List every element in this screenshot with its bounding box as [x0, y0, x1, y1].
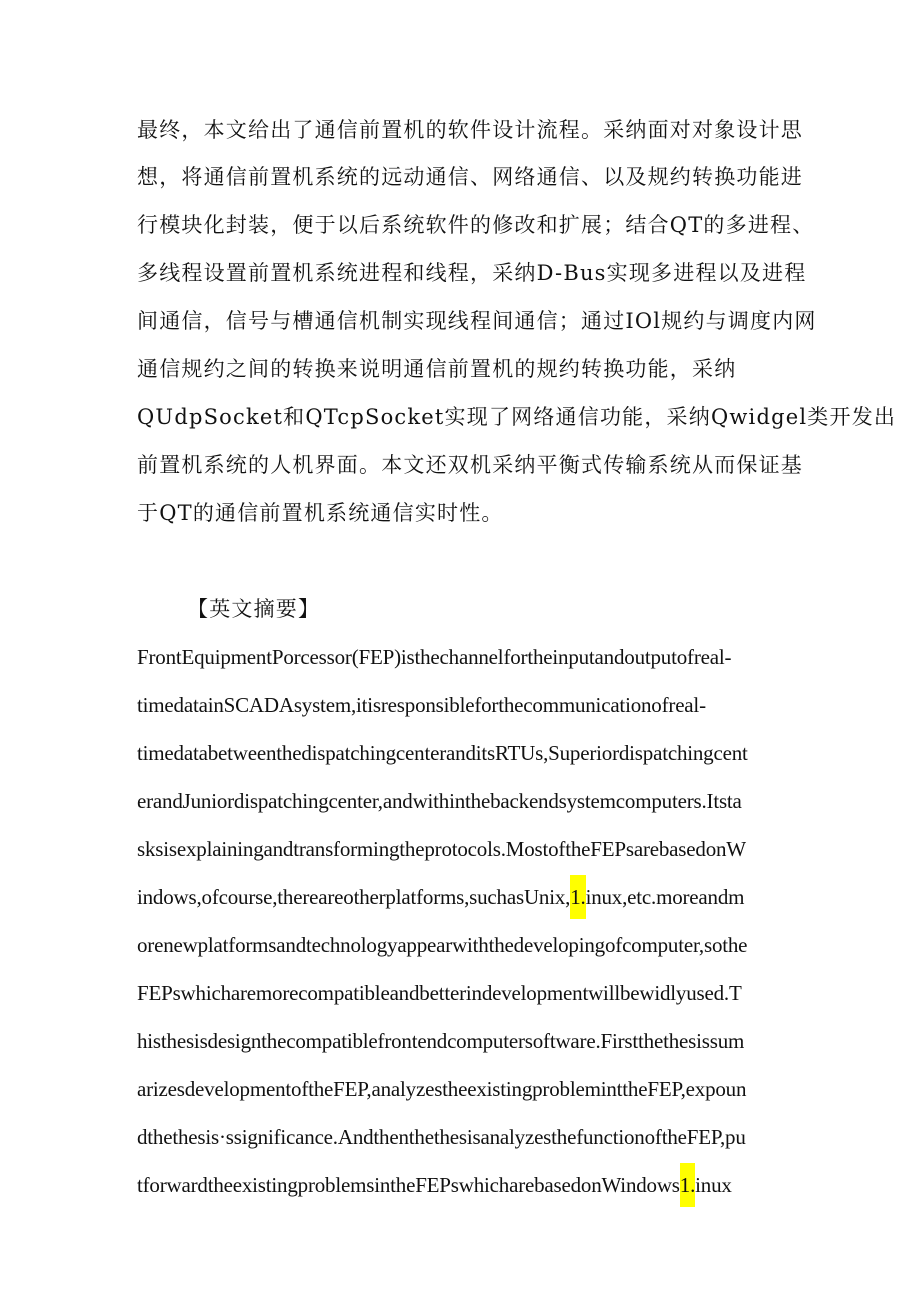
english-abstract-line-5: sksisexplainingandtransformingtheprotocols.MostoftheFEPsarebasedonW: [137, 837, 746, 861]
english-abstract-line-2: timedatainSCADAsystem,itisresponsibleforthecommunicationofreal-: [137, 693, 706, 717]
chinese-abstract-line-6: 通信规约之间的转换来说明通信前置机的规约转换功能，采纳: [137, 357, 737, 381]
english-abstract-line-8: FEPswhicharemorecompatibleandbetterindevelopmentwillbewidlyused.T: [137, 981, 742, 1005]
highlighted-ocr-fragment: 1.: [680, 1163, 695, 1207]
english-abstract-line-12-text-b: inux: [695, 1173, 732, 1197]
chinese-abstract-line-2: 想，将通信前置机系统的远动通信、网络通信、以及规约转换功能进: [137, 165, 803, 189]
english-abstract-line-3: timedatabetweenthedispatchingcenteranditsRTUs,Superiordispatchingcent: [137, 741, 748, 765]
highlighted-ocr-fragment: 1.: [570, 875, 585, 919]
chinese-abstract-line-3: 行模块化封装，便于以后系统软件的修改和扩展；结合QT的多进程、: [137, 213, 815, 237]
english-abstract-line-9: histhesisdesignthecompatiblefrontendcomputersoftware.Firstthethesissum: [137, 1029, 745, 1053]
english-abstract-line-7: orenewplatformsandtechnologyappearwiththedevelopingofcomputer,sothe: [137, 933, 748, 957]
english-abstract-line-6-text-a: indows,ofcourse,thereareotherplatforms,suchasUnix,: [137, 885, 571, 909]
english-abstract-line-6-text-b: inux,etc.moreandm: [585, 885, 745, 909]
english-abstract-line-11: dthethesis·ssignificance.AndthenthethesisanalyzesthefunctionoftheFEP,pu: [137, 1125, 746, 1149]
english-abstract-line-4: erandJuniordispatchingcenter,andwithinthebackendsystemcomputers.Itsta: [137, 789, 742, 813]
english-abstract-line-12-text-a: tforwardtheexistingproblemsintheFEPswhicharebasedonWindows: [137, 1173, 680, 1197]
chinese-abstract-line-5: 间通信，信号与槽通信机制实现线程间通信；通过IOl规约与调度内网: [137, 309, 817, 333]
english-abstract-heading: 【英文摘要】: [187, 597, 321, 621]
chinese-abstract-line-8: 前置机系统的人机界面。本文还双机采纳平衡式传输系统从而保证基: [137, 453, 803, 477]
english-abstract-line-10: arizesdevelopmentoftheFEP,analyzestheexistingprobleminttheFEP,expoun: [137, 1077, 747, 1101]
chinese-abstract-line-1: 最终，本文给出了通信前置机的软件设计流程。采纳面对对象设计思: [137, 118, 803, 142]
english-abstract-line-1: FrontEquipmentPorcessor(FEP)isthechannelfortheinputandoutputofreal-: [137, 645, 732, 669]
chinese-abstract-line-7: QUdpSocket和QTcpSocket实现了网络通信功能，采纳Qwidgel类开发出: [137, 405, 897, 429]
english-abstract-line-6: [137, 887, 744, 908]
chinese-abstract-line-4: 多线程设置前置机系统进程和线程，采纳D-Bus实现多进程以及进程: [137, 261, 807, 285]
chinese-abstract-line-9: 于QT的通信前置机系统通信实时性。: [137, 501, 504, 525]
english-abstract-line-12: [137, 1175, 732, 1196]
